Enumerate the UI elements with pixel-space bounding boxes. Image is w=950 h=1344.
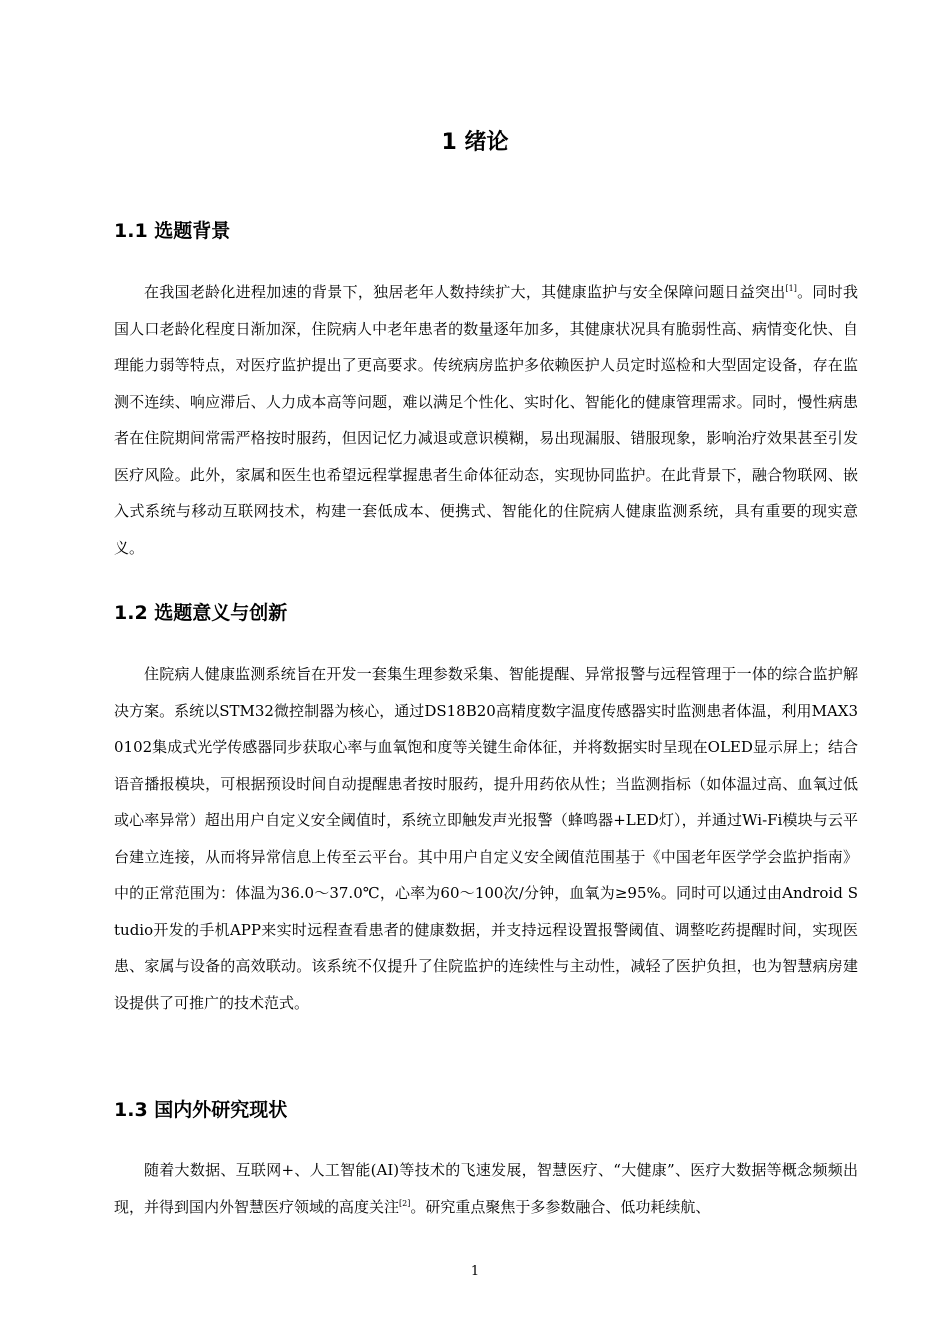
paragraph-text: 。研究重点聚焦于多参数融合、低功耗续航、 [410, 1197, 711, 1216]
section-heading-research-status: 1.3 国内外研究现状 [114, 1099, 288, 1121]
section-heading-background: 1.1 选题背景 [114, 220, 231, 242]
citation-ref: [2] [399, 1198, 411, 1208]
paragraph-text: 。同时我国人口老龄化程度日渐加深，住院病人中老年患者的数量逐年加多，其健康状况具有脆弱性高、病情变化快、自理能力弱等特点，对医疗监护提出了更高要求。传统病房监护多依赖医护人员定时巡检和大型固定设备，存在监测不连续、响应滞后、人力成本高等问题，难以满足个性化、实时化、智能化的健康管理需求。同时，慢性病患者在住院期间常需严格按时服药，但因记忆力减退或意识模糊，易出现漏服、错服现象，影响治疗效果甚至引发医疗风险。此外，家属和医生也希望远程掌握患者生命体征动态，实现协同监护。在此背景下，融合物联网、嵌入式系统与移动互联网技术，构建一套低成本、便携式、智能化的住院病人健康监测系统，具有重要的现实意义。 [114, 283, 858, 557]
citation-ref: [1] [785, 284, 797, 293]
paragraph-significance: 住院病人健康监测系统旨在开发一套集生理参数采集、智能提醒、异常报警与远程管理于一体的综合监护解决方案。系统以STM32微控制器为核心，通过DS18B20高精度数字温度传感器实时监测患者体温，利用MAX30102集成式光学传感器同步获取心率与血氧饱和度等关键生命体征，并将数据实时呈现在OLED显示屏上；结合语音播报模块，可根据预设时间自动提醒患者按时服药，提升用药依从性；当监测指标（如体温过高、血氧过低或心率异常）超出用户自定义安全阈值时，系统立即触发声光报警（蜂鸣器+LED灯），并通过Wi-Fi模块与云平台建立连接，从而将异常信息上传至云平台。其中用户自定义安全阈值范围基于《中国老年医学学会监护指南》中的正常范围为：体温为36.0～37.0℃，心率为60～100次/分钟，血氧为≥95%。同时可以通过由Android Studio开发的手机APP来实时远程查看患者的健康数据，并支持远程设置报警阈值、调整吃药提醒时间，实现医患、家属与设备的高效联动。该系统不仅提升了住院监护的连续性与主动性，减轻了医护负担，也为智慧病房建设提供了可推广的技术范式。 [114, 665, 858, 1012]
paragraph-text: 在我国老龄化进程加速的背景下，独居老年人数持续扩大，其健康监护与安全保障问题日益突出 [144, 283, 786, 301]
page-number: 1 [470, 1264, 480, 1279]
paragraph-research-status [114, 1152, 858, 1225]
section-heading-significance: 1.2 选题意义与创新 [114, 602, 288, 624]
chapter-title: 1 绪论 [441, 130, 509, 155]
paragraph-text: 随着大数据、互联网+、人工智能(AI)等技术的飞速发展，智慧医疗、“大健康”、医疗大数据等概念频频出现，并得到国内外智慧医疗领域的高度关注 [114, 1161, 858, 1216]
paragraph-background [114, 274, 858, 566]
